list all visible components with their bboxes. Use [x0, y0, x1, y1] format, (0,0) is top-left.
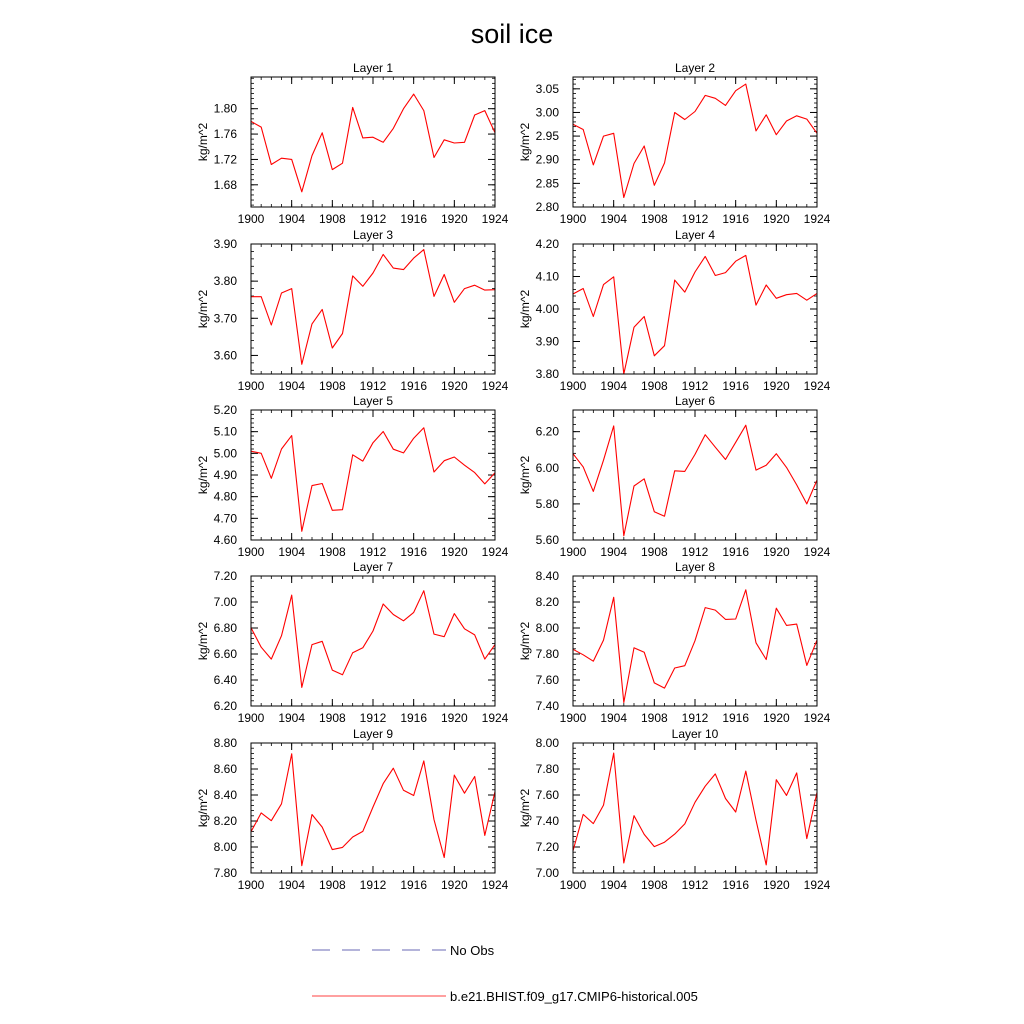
layer-5-xtick-label: 1904 [278, 545, 306, 559]
layer-5-ytick-label: 5.20 [213, 403, 237, 417]
layer-8-xtick-label: 1924 [803, 711, 831, 725]
layer-8-series-line [573, 590, 817, 703]
legend-model-label: b.e21.BHIST.f09_g17.CMIP6-historical.005 [450, 989, 698, 1004]
layer-7-ytick-label: 7.00 [213, 595, 237, 609]
layer-2-chart [518, 61, 831, 226]
layer-7-xtick-label: 1912 [359, 711, 387, 725]
layer-10-frame [573, 743, 817, 873]
layer-1-series-line [251, 94, 495, 192]
layer-6-xtick-label: 1908 [640, 545, 668, 559]
layer-3-ylabel: kg/m^2 [196, 289, 210, 329]
layer-3-title: Layer 3 [352, 228, 394, 242]
layer-5-series-line [251, 428, 495, 532]
layer-7-series-line [251, 591, 495, 688]
layer-1-title: Layer 1 [352, 61, 394, 75]
layer-10-ytick-label: 7.40 [535, 814, 559, 828]
layer-7-xtick-label: 1900 [237, 711, 265, 725]
layer-6-xtick-label: 1900 [559, 545, 587, 559]
layer-9-chart [196, 727, 509, 892]
layer-10-ytick-label: 7.80 [535, 762, 559, 776]
layer-6-xtick-label: 1912 [681, 545, 709, 559]
layer-2-xtick-label: 1920 [762, 212, 790, 226]
chart-panels [196, 61, 831, 892]
layer-5-xtick-label: 1908 [318, 545, 346, 559]
layer-10-xtick-label: 1908 [640, 878, 668, 892]
layer-5-chart [196, 394, 509, 559]
layer-9-xtick-label: 1900 [237, 878, 265, 892]
layer-4-xtick-label: 1920 [762, 379, 790, 393]
layer-9-xtick-label: 1916 [400, 878, 428, 892]
layer-8-ytick-label: 7.40 [535, 699, 559, 713]
layer-4-ytick-label: 3.90 [535, 334, 559, 349]
layer-3-frame [251, 244, 495, 374]
layer-3-xtick-label: 1904 [278, 379, 306, 393]
layer-3-xtick-label: 1908 [318, 379, 346, 393]
legend-obs-label: No Obs [450, 943, 495, 958]
layer-6-series-line [573, 425, 817, 536]
layer-6-chart [518, 394, 831, 559]
layer-5-ytick-label: 4.60 [213, 533, 237, 547]
layer-6-ylabel: kg/m^2 [518, 455, 532, 495]
layer-7-frame [251, 576, 495, 706]
layer-2-ytick-label: 2.90 [535, 152, 559, 167]
layer-3-xtick-label: 1912 [359, 379, 387, 393]
layer-10-xtick-label: 1900 [559, 878, 587, 892]
layer-7-ylabel: kg/m^2 [196, 621, 210, 661]
layer-3-xtick-label: 1900 [237, 379, 265, 393]
layer-10-xtick-label: 1920 [762, 878, 790, 892]
layer-2-frame [573, 77, 817, 207]
layer-8-ytick-label: 8.20 [535, 595, 559, 609]
layer-6-ytick-label: 5.60 [535, 533, 559, 547]
layer-8-xtick-label: 1912 [681, 711, 709, 725]
layer-9-xtick-label: 1904 [278, 878, 306, 892]
layer-7-xtick-label: 1924 [481, 711, 509, 725]
layer-8-xtick-label: 1904 [600, 711, 628, 725]
layer-7-chart [196, 560, 509, 725]
layer-1-ylabel: kg/m^2 [196, 122, 210, 162]
layer-6-frame [573, 410, 817, 540]
layer-6-xtick-label: 1916 [722, 545, 750, 559]
layer-8-xtick-label: 1916 [722, 711, 750, 725]
layer-10-xtick-label: 1916 [722, 878, 750, 892]
layer-10-xtick-label: 1924 [803, 878, 831, 892]
layer-10-xtick-label: 1912 [681, 878, 709, 892]
layer-8-title: Layer 8 [674, 560, 716, 574]
layer-8-xtick-label: 1920 [762, 711, 790, 725]
layer-6-xtick-label: 1924 [803, 545, 831, 559]
layer-7-xtick-label: 1916 [400, 711, 428, 725]
layer-3-chart [196, 228, 509, 393]
layer-1-ytick-label: 1.72 [213, 152, 237, 167]
layer-3-xtick-label: 1920 [440, 379, 468, 393]
layer-4-ytick-label: 3.80 [535, 367, 559, 381]
layer-9-series-line [251, 754, 495, 866]
layer-9-ytick-label: 8.80 [213, 736, 237, 750]
layer-9-ytick-label: 8.00 [213, 840, 237, 854]
layer-4-title: Layer 4 [674, 228, 716, 242]
layer-2-ytick-label: 3.05 [535, 81, 559, 96]
layer-4-xtick-label: 1916 [722, 379, 750, 393]
layer-2-ytick-label: 3.00 [535, 105, 559, 120]
layer-10-ytick-label: 7.20 [535, 840, 559, 854]
layer-1-ytick-label: 1.80 [213, 101, 237, 116]
layer-4-xtick-label: 1908 [640, 379, 668, 393]
layer-7-xtick-label: 1904 [278, 711, 306, 725]
layer-4-series-line [573, 255, 817, 374]
layer-2-ytick-label: 2.80 [535, 200, 559, 214]
layer-6-title: Layer 6 [674, 394, 716, 408]
layer-10-series-line [573, 753, 817, 865]
layer-10-ytick-label: 7.00 [535, 866, 559, 880]
layer-5-title: Layer 5 [352, 394, 394, 408]
layer-2-xtick-label: 1924 [803, 212, 831, 226]
layer-2-xtick-label: 1916 [722, 212, 750, 226]
layer-5-xtick-label: 1920 [440, 545, 468, 559]
layer-4-ytick-label: 4.10 [535, 269, 559, 284]
layer-7-title: Layer 7 [352, 560, 394, 574]
layer-9-xtick-label: 1908 [318, 878, 346, 892]
layer-4-xtick-label: 1900 [559, 379, 587, 393]
layer-8-ytick-label: 8.40 [535, 569, 559, 583]
layer-1-frame [251, 77, 495, 207]
layer-1-xtick-label: 1920 [440, 212, 468, 226]
layer-5-xtick-label: 1912 [359, 545, 387, 559]
layer-8-xtick-label: 1900 [559, 711, 587, 725]
layer-9-ytick-label: 7.80 [213, 866, 237, 880]
layer-10-ytick-label: 7.60 [535, 788, 559, 802]
layer-5-ytick-label: 4.80 [213, 489, 237, 504]
layer-7-ytick-label: 6.60 [213, 647, 237, 661]
layer-3-xtick-label: 1924 [481, 379, 509, 393]
layer-9-ytick-label: 8.60 [213, 762, 237, 776]
layer-10-ytick-label: 8.00 [535, 736, 559, 750]
layer-6-xtick-label: 1920 [762, 545, 790, 559]
layer-8-ytick-label: 8.00 [535, 621, 559, 635]
layer-7-xtick-label: 1920 [440, 711, 468, 725]
layer-3-ytick-label: 3.80 [213, 274, 237, 289]
layer-4-frame [573, 244, 817, 374]
layer-6-ytick-label: 5.80 [535, 496, 559, 511]
figure-title: soil ice [470, 19, 554, 49]
layer-5-ytick-label: 4.70 [213, 511, 237, 526]
layer-2-title: Layer 2 [674, 61, 716, 75]
layer-2-ylabel: kg/m^2 [518, 122, 532, 162]
layer-8-chart [518, 560, 831, 725]
layer-9-ylabel: kg/m^2 [196, 788, 210, 828]
layer-3-ytick-label: 3.90 [213, 237, 237, 251]
legend [312, 943, 698, 1004]
layer-1-xtick-label: 1912 [359, 212, 387, 226]
layer-5-ylabel: kg/m^2 [196, 455, 210, 495]
layer-6-ytick-label: 6.20 [535, 424, 559, 439]
layer-4-xtick-label: 1924 [803, 379, 831, 393]
layer-5-ytick-label: 5.10 [213, 424, 237, 439]
layer-1-ytick-label: 1.68 [213, 177, 237, 192]
layer-3-xtick-label: 1916 [400, 379, 428, 393]
layer-4-xtick-label: 1904 [600, 379, 628, 393]
layer-1-ytick-label: 1.76 [213, 127, 237, 142]
layer-6-ytick-label: 6.00 [535, 460, 559, 475]
layer-1-xtick-label: 1924 [481, 212, 509, 226]
layer-2-xtick-label: 1912 [681, 212, 709, 226]
layer-8-ylabel: kg/m^2 [518, 621, 532, 661]
layer-5-xtick-label: 1924 [481, 545, 509, 559]
layer-10-chart [518, 727, 831, 892]
layer-4-ytick-label: 4.20 [535, 237, 559, 251]
layer-1-xtick-label: 1916 [400, 212, 428, 226]
layer-9-title: Layer 9 [352, 727, 394, 741]
layer-1-xtick-label: 1900 [237, 212, 265, 226]
layer-7-ytick-label: 6.40 [213, 673, 237, 687]
layer-4-ytick-label: 4.00 [535, 302, 559, 316]
layer-4-ylabel: kg/m^2 [518, 289, 532, 329]
layer-6-xtick-label: 1904 [600, 545, 628, 559]
layer-2-xtick-label: 1908 [640, 212, 668, 226]
layer-5-xtick-label: 1900 [237, 545, 265, 559]
layer-4-xtick-label: 1912 [681, 379, 709, 393]
layer-3-series-line [251, 250, 495, 365]
layer-9-xtick-label: 1912 [359, 878, 387, 892]
layer-7-xtick-label: 1908 [318, 711, 346, 725]
layer-3-ytick-label: 3.70 [213, 311, 237, 326]
layer-10-title: Layer 10 [671, 727, 719, 741]
layer-7-ytick-label: 6.20 [213, 699, 237, 713]
layer-3-ytick-label: 3.60 [213, 348, 237, 363]
layer-1-xtick-label: 1908 [318, 212, 346, 226]
layer-2-xtick-label: 1904 [600, 212, 628, 226]
layer-1-chart [196, 61, 509, 226]
layer-2-xtick-label: 1900 [559, 212, 587, 226]
layer-10-ylabel: kg/m^2 [518, 788, 532, 828]
layer-9-ytick-label: 8.40 [213, 788, 237, 802]
layer-7-ytick-label: 6.80 [213, 621, 237, 635]
layer-2-ytick-label: 2.95 [535, 129, 559, 144]
layer-7-ytick-label: 7.20 [213, 569, 237, 583]
layer-8-ytick-label: 7.60 [535, 673, 559, 687]
layer-5-frame [251, 410, 495, 540]
layer-5-ytick-label: 4.90 [213, 468, 237, 482]
layer-2-ytick-label: 2.85 [535, 176, 559, 191]
layer-5-xtick-label: 1916 [400, 545, 428, 559]
layer-10-xtick-label: 1904 [600, 878, 628, 892]
layer-2-series-line [573, 84, 817, 197]
layer-9-xtick-label: 1924 [481, 878, 509, 892]
layer-9-xtick-label: 1920 [440, 878, 468, 892]
layer-9-ytick-label: 8.20 [213, 814, 237, 828]
layer-4-chart [518, 228, 831, 393]
layer-8-ytick-label: 7.80 [535, 647, 559, 661]
layer-5-ytick-label: 5.00 [213, 446, 237, 461]
layer-8-xtick-label: 1908 [640, 711, 668, 725]
layer-1-xtick-label: 1904 [278, 212, 306, 226]
